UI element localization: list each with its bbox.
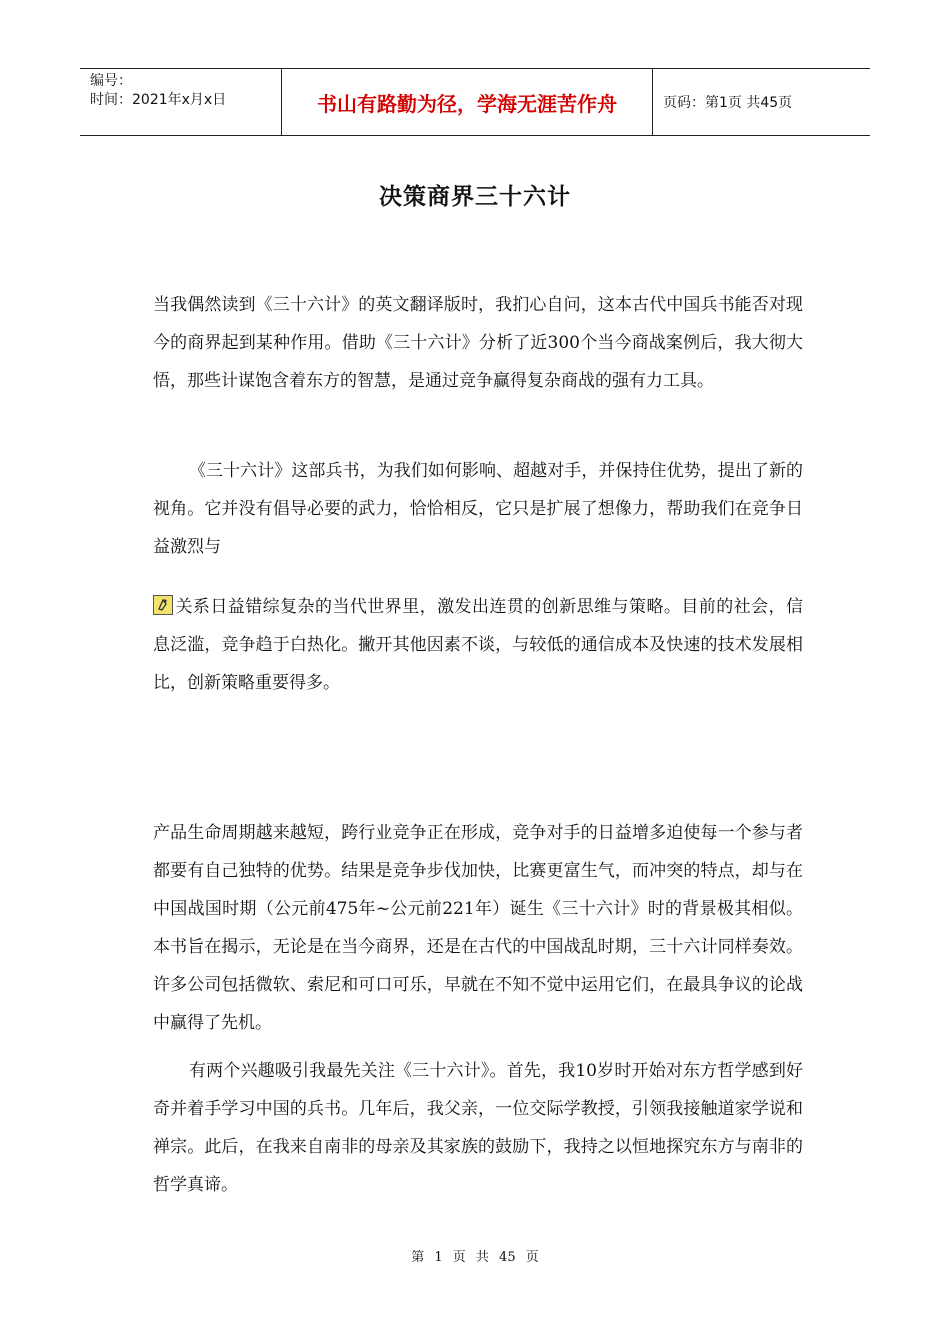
header-page-info: 页码：第1页 共45页 — [663, 95, 793, 111]
page-title: 决策商界三十六计 — [379, 184, 571, 210]
header-motto: 书山有路勤为径，学海无涯苦作舟 — [281, 69, 653, 135]
image-placeholder-icon — [153, 595, 173, 615]
paragraph-1: 当我偶然读到《三十六计》的英文翻译版时，我扪心自问，这本古代中国兵书能否对现今的商界起到某种作用。借助《三十六计》分析了近300个当今商战案例后，我大彻大悟，那些计谋饱含着东方的智慧，是通过竞争赢得复杂商战的强有力工具。 — [153, 295, 803, 391]
number-label: 编号： — [90, 73, 132, 89]
paragraph-3 — [153, 588, 803, 702]
paragraph-4: 产品生命周期越来越短，跨行业竞争正在形成，竞争对手的日益增多迫使每一个参与者都要有自己独特的优势。结果是竞争步伐加快，比赛更富生气，而冲突的特点，却与在中国战国时期（公元前475年~公元前221年）诞生《三十六计》时的背景极其相似。本书旨在揭示，无论是在当今商界，还是在古代的中国战乱时期，三十六计同样奏效。许多公司包括微软、索尼和可口可乐，早就在不知不觉中运用它们，在最具争议的论战中赢得了先机。 — [153, 823, 803, 1033]
page-footer: 第 1 页 共 45 页 — [411, 1250, 539, 1265]
date-label: 时间：2021年x月x日 — [90, 92, 227, 108]
document-header — [80, 68, 870, 136]
paragraph-5: 有两个兴趣吸引我最先关注《三十六计》。首先，我10岁时开始对东方哲学感到好奇并着手学习中国的兵书。几年后，我父亲，一位交际学教授，引领我接触道家学说和禅宗。此后，在我来自南非的母亲及其家族的鼓励下，我持之以恒地探究东方与南非的哲学真谛。 — [153, 1061, 803, 1195]
paragraph-3-text: 关系日益错综复杂的当代世界里，激发出连贯的创新思维与策略。目前的社会，信息泛滥，竞争趋于白热化。撇开其他因素不谈，与较低的通信成本及快速的技术发展相比，创新策略重要得多。 — [153, 597, 803, 693]
header-meta — [80, 69, 281, 135]
paragraph-2: 《三十六计》这部兵书，为我们如何影响、超越对手，并保持住优势，提出了新的视角。它并没有倡导必要的武力，恰恰相反，它只是扩展了想像力，帮助我们在竞争日益激烈与 — [153, 461, 803, 557]
